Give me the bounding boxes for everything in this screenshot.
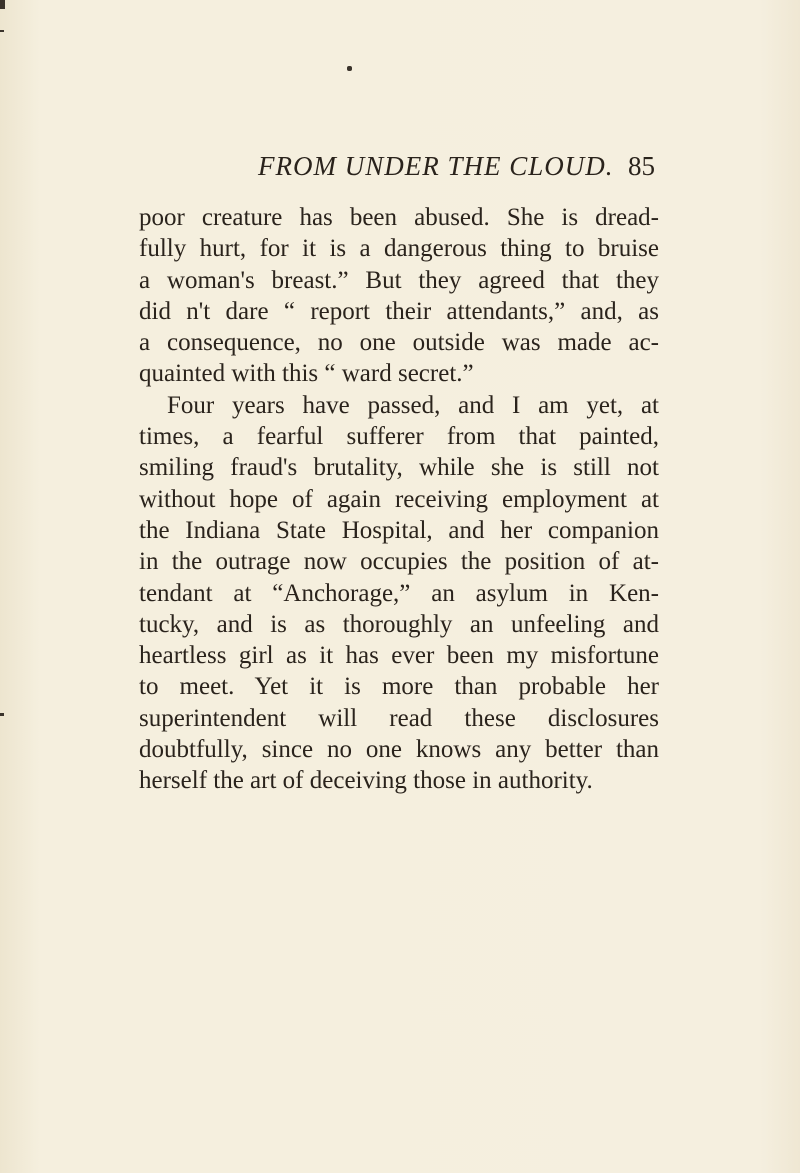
page-number: 85 <box>628 151 655 181</box>
text-line: times, a fearful sufferer from that painted, <box>139 423 659 451</box>
text-line: did n't dare “ report their attendants,” and, as <box>139 297 659 325</box>
page-header <box>258 146 658 186</box>
text-line: a consequence, no one outside was made ac- <box>139 329 659 357</box>
text-line: the Indiana State Hospital, and her companion <box>139 516 659 544</box>
margin-mark <box>0 713 4 716</box>
text-line: fully hurt, for it is a dangerous thing to bruise <box>139 235 659 263</box>
running-title: FROM UNDER THE CLOUD. <box>258 151 614 181</box>
text-line: tucky, and is as thoroughly an unfeeling and <box>139 610 659 638</box>
text-line: herself the art of deceiving those in authority. <box>139 767 593 795</box>
body-text <box>139 202 659 797</box>
margin-mark <box>0 0 5 9</box>
text-line: in the outrage now occupies the position of at- <box>139 548 659 576</box>
text-line: Four years have passed, and I am yet, at <box>167 391 659 419</box>
text-line: to meet. Yet it is more than probable her <box>139 673 659 701</box>
text-line: heartless girl as it has ever been my misfortune <box>139 642 659 670</box>
text-line: tendant at “Anchorage,” an asylum in Ken- <box>139 579 659 607</box>
margin-mark <box>347 66 352 71</box>
margin-mark <box>0 30 4 32</box>
text-line: smiling fraud's brutality, while she is still not <box>139 454 659 482</box>
text-line: without hope of again receiving employment at <box>139 485 659 513</box>
text-line: poor creature has been abused. She is dread- <box>139 204 659 231</box>
text-line: a woman's breast.” But they agreed that they <box>139 266 659 294</box>
text-line: superintendent will read these disclosures <box>139 704 659 732</box>
text-line: doubtfully, since no one knows any better than <box>139 736 659 764</box>
text-line: quainted with this “ ward secret.” <box>139 360 474 388</box>
